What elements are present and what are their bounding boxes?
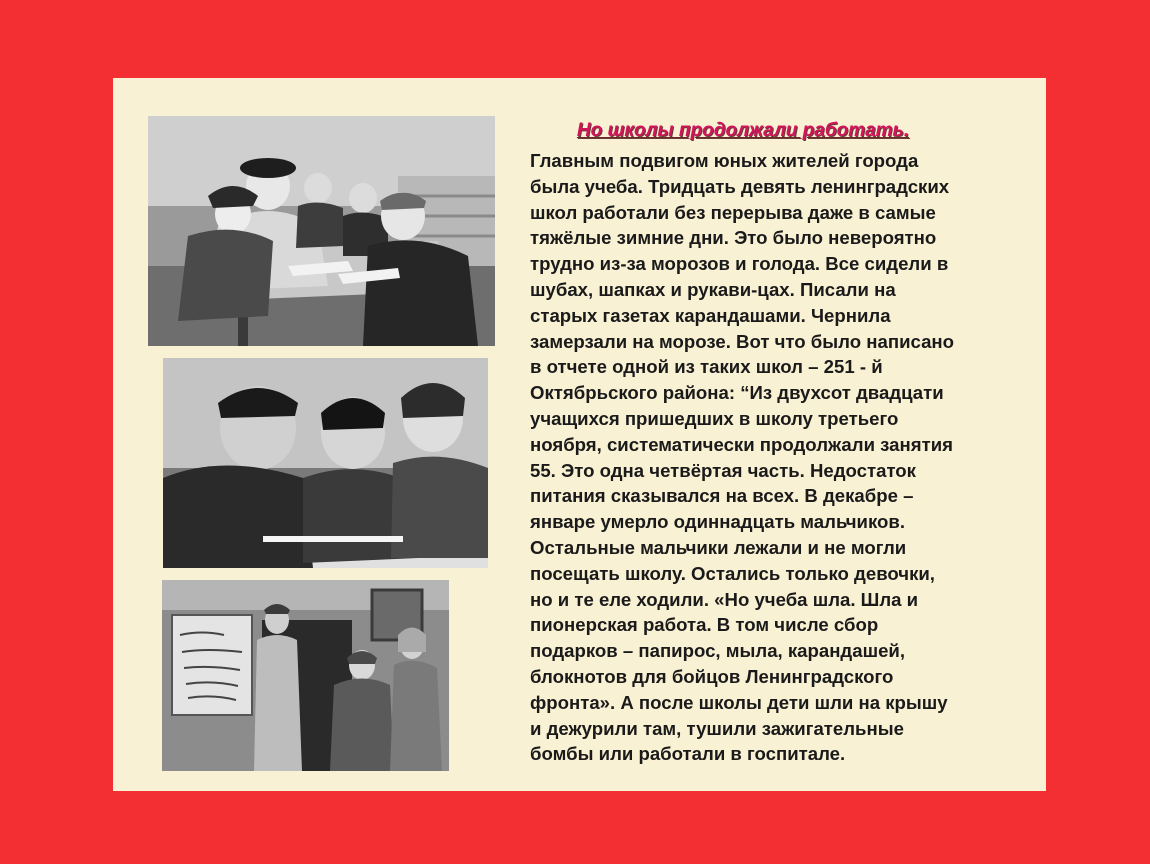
slide-body-text xyxy=(530,148,1030,767)
text-line: учащихся пришедших в школу третьего xyxy=(530,407,899,429)
text-line: посещать школу. Остались только девочки, xyxy=(530,562,935,584)
text-line: 55. Это одна четвёртая часть. Недостаток xyxy=(530,459,916,481)
text-line: январе умерло одиннадцать мальчиков. xyxy=(530,511,905,533)
text-line: бомбы или работали в госпитале. xyxy=(530,743,846,765)
text-line: Главным подвигом юных жителей города xyxy=(530,150,919,171)
photo-smiling-children xyxy=(163,358,488,568)
text-line: пионерская работа. В том числе сбор xyxy=(530,614,879,636)
text-line: ноября, систематически продолжали занятия xyxy=(530,433,953,455)
text-line: школ работали без перерыва даже в самые xyxy=(530,201,936,223)
text-line: блокнотов для бойцов Ленинградского xyxy=(530,665,894,687)
text-line: замерзали на морозе. Вот что было написано xyxy=(530,330,954,352)
text-line: в отчете одной из таких школ – 251 - й xyxy=(530,356,883,378)
text-line: трудно из-за морозов и голода. Все сидели в xyxy=(530,253,949,275)
text-line: Октябрьского района: “Из двухсот двадцати xyxy=(530,382,944,404)
text-line: шубах, шапках и рукави-цах. Писали на xyxy=(530,278,896,300)
text-line: старых газетах карандашами. Чернила xyxy=(530,304,891,326)
text-line: подарков – папирос, мыла, карандашей, xyxy=(530,640,906,662)
slide xyxy=(113,78,1046,791)
slide-heading: Но школы продолжали работать. xyxy=(576,120,910,141)
text-line: питания сказывался на всех. В декабре – xyxy=(530,485,914,507)
text-line: но и те еле ходили. «Но учеба шла. Шла и xyxy=(530,588,919,610)
photo-children-at-table xyxy=(148,116,495,346)
text-line: тяжёлые зимние дни. Это было невероятно xyxy=(530,227,937,249)
text-line: Остальные мальчики лежали и не могли xyxy=(530,536,907,558)
text-line: и дежурили там, тушили зажигательные xyxy=(530,717,904,739)
text-line: была учеба. Тридцать девять ленинградских xyxy=(530,175,950,197)
text-line: фронта». А после школы дети шли на крышу xyxy=(530,691,948,713)
photo-girls-at-school xyxy=(162,580,449,771)
